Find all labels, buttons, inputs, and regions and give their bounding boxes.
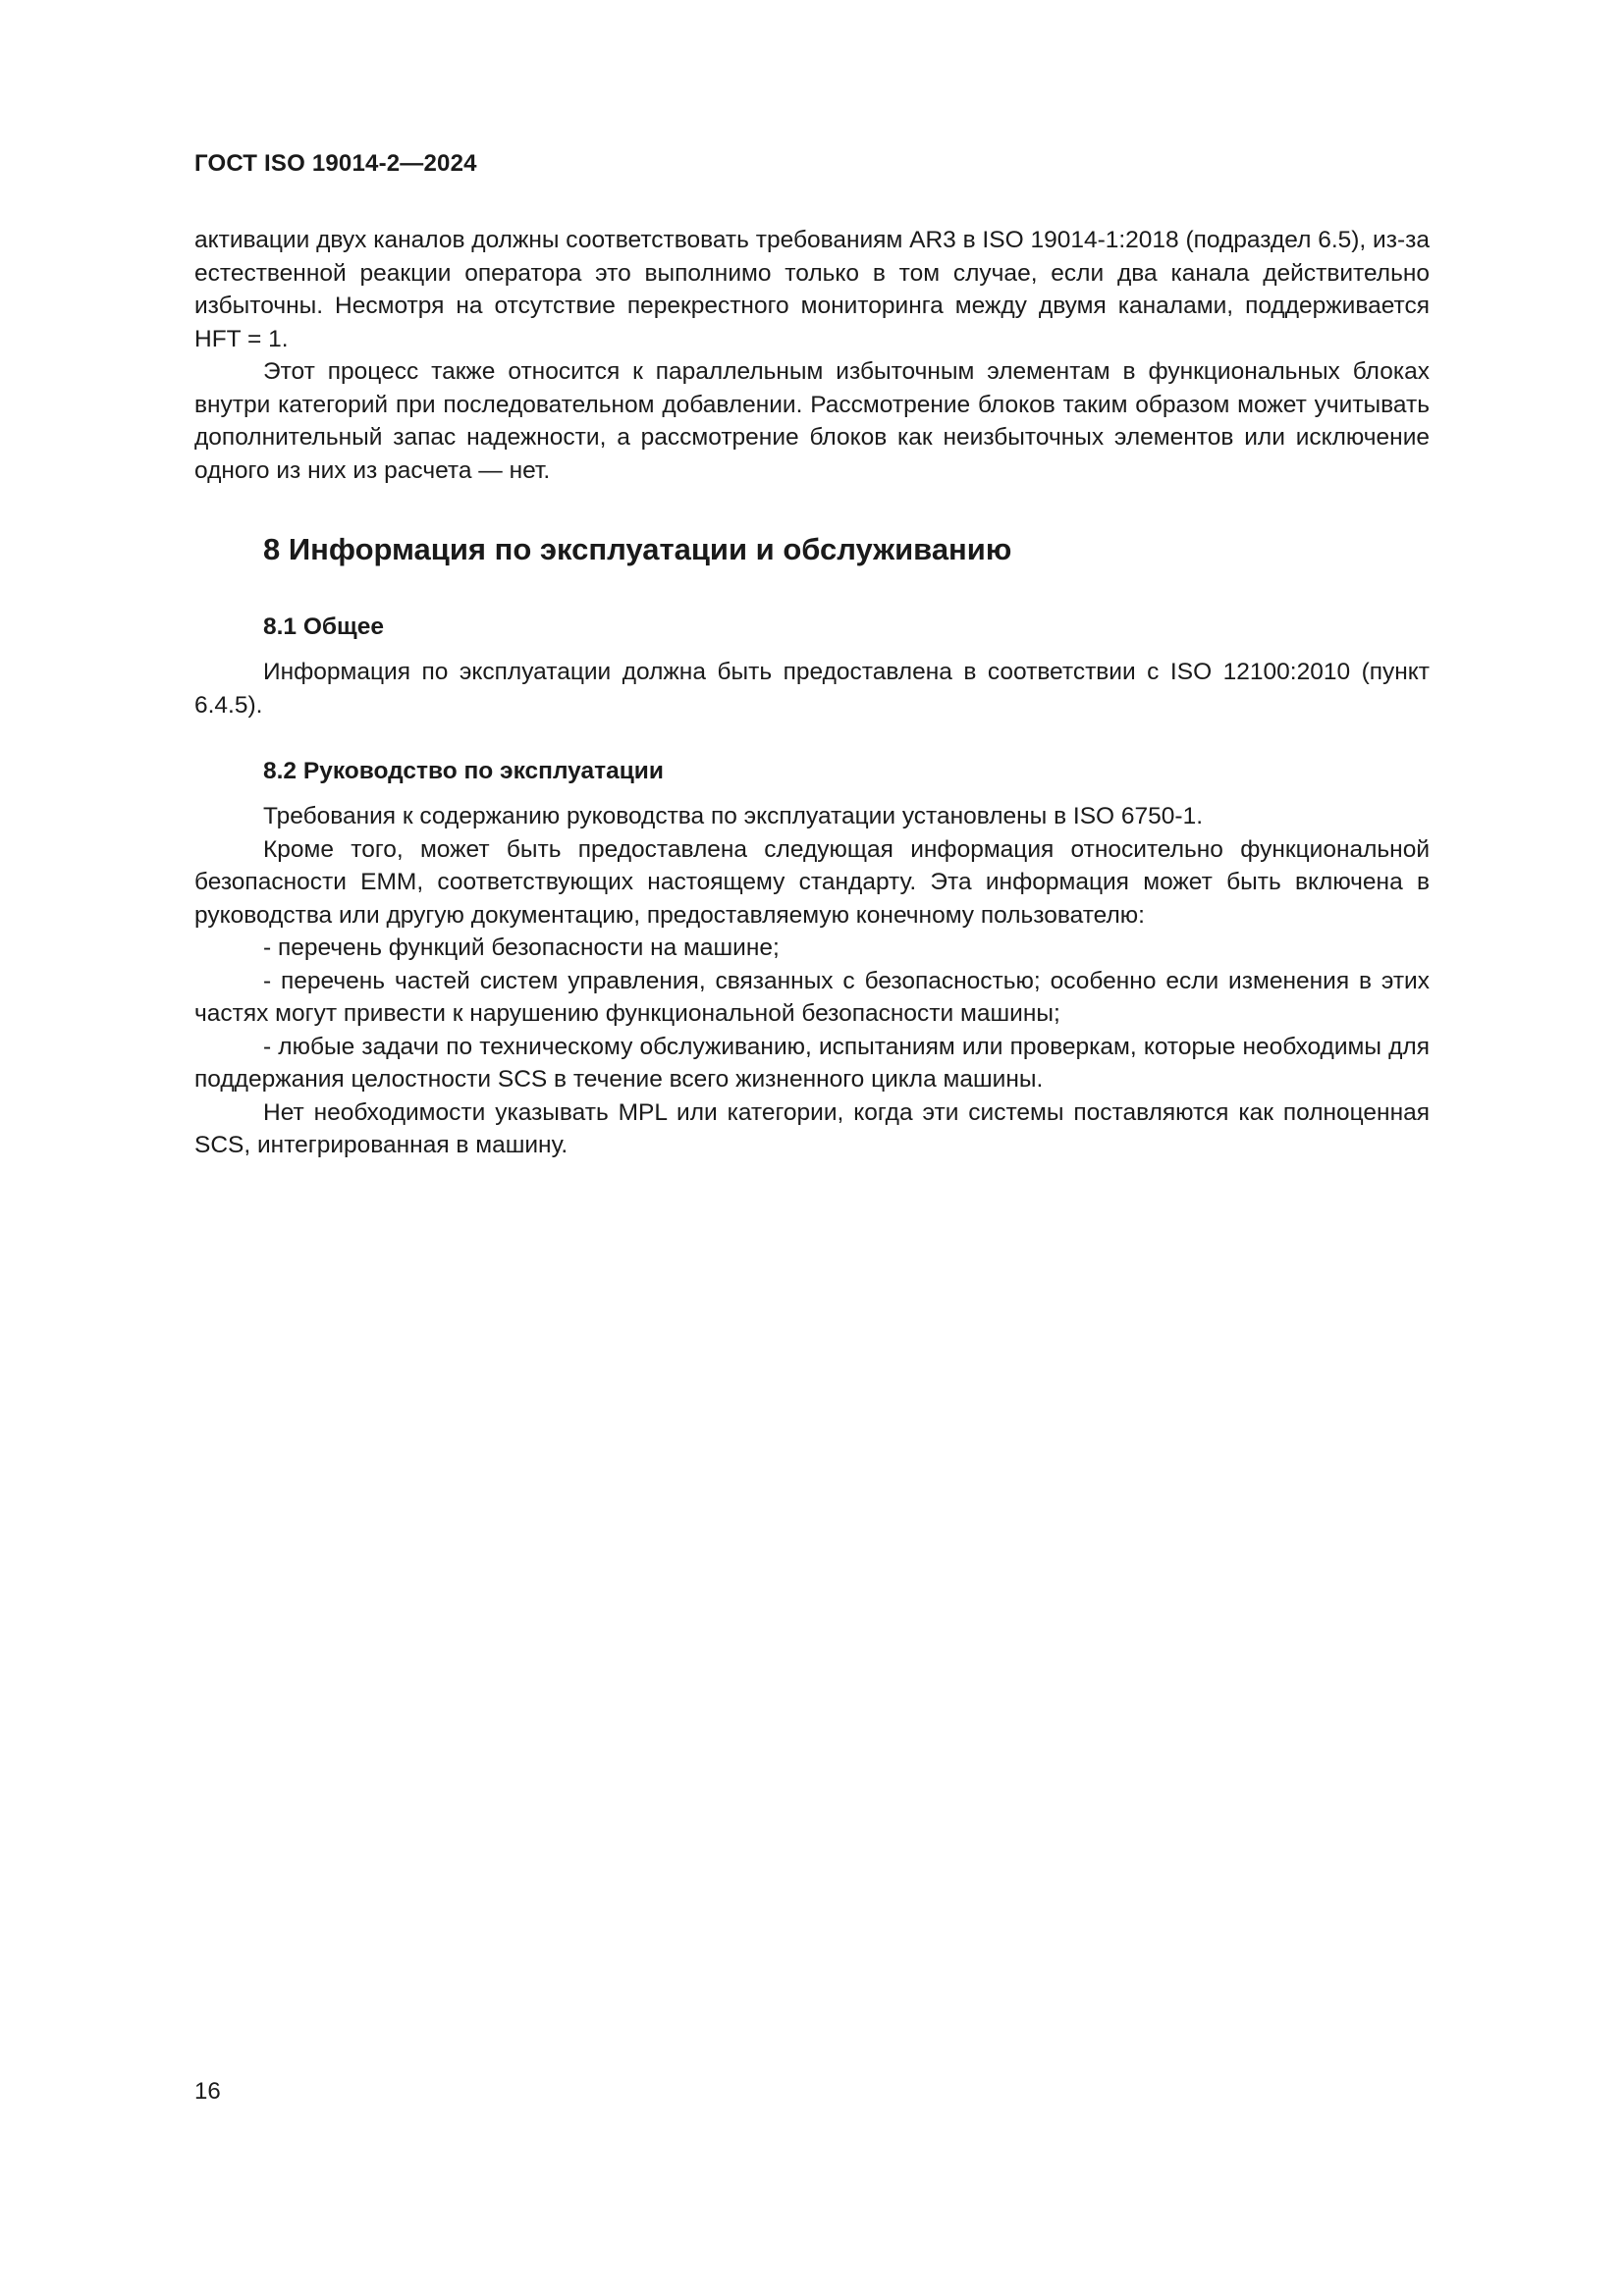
page-content: [194, 224, 1430, 1162]
section-8-heading: 8 Информация по эксплуатации и обслуживанию: [263, 532, 1012, 566]
document-header: ГОСТ ISO 19014-2—2024: [194, 150, 477, 177]
section-8-2-paragraph-2: Кроме того, может быть предоставлена следующая информация относительно функциональной безопасности ЕММ, соответствующих настоящему стандарту. Эта информация может быть включена в руководства или другую документацию, предоставляемую конечному пользователю:: [194, 835, 1430, 929]
intro-paragraph-1: активации двух каналов должны соответствовать требованиям AR3 в ISO 19014-1:2018 (подраздел 6.5), из-за естественной реакции оператора это выполнимо только в том случае, если два канала действительно избыточны. Несмотря на отсутствие перекрестного мониторинга между двумя каналами, поддерживается HFT = 1.: [194, 227, 1430, 352]
section-8-1-heading: 8.1 Общее: [263, 614, 384, 640]
page-number: 16: [194, 2078, 221, 2105]
section-8-2-heading: 8.2 Руководство по эксплуатации: [263, 758, 664, 784]
section-8-2-paragraph-3: Нет необходимости указывать MPL или категории, когда эти системы поставляются как полноценная SCS, интегрированная в машину.: [194, 1098, 1430, 1158]
list-item: - перечень частей систем управления, связанных с безопасностью; особенно если изменения в этих частях могут привести к нарушению функциональной безопасности машины;: [194, 967, 1430, 1027]
section-8-1-paragraph: Информация по эксплуатации должна быть предоставлена в соответствии с ISO 12100:2010 (пункт 6.4.5).: [194, 659, 1430, 719]
list-item: - перечень функций безопасности на машине;: [263, 934, 780, 961]
list-item: - любые задачи по техническому обслуживанию, испытаниям или проверкам, которые необходимы для поддержания целостности SCS в течение всего жизненного цикла машины.: [194, 1033, 1430, 1093]
intro-paragraph-2: Этот процесс также относится к параллельным избыточным элементам в функциональных блоках внутри категорий при последовательном добавлении. Рассмотрение блоков таким образом может учитывать дополнительный запас надежности, а рассмотрение блоков как неизбыточных элементов или исключение одного из них из расчета — нет.: [194, 358, 1430, 484]
section-8-2-paragraph-1: Требования к содержанию руководства по эксплуатации установлены в ISO 6750-1.: [263, 803, 1204, 829]
